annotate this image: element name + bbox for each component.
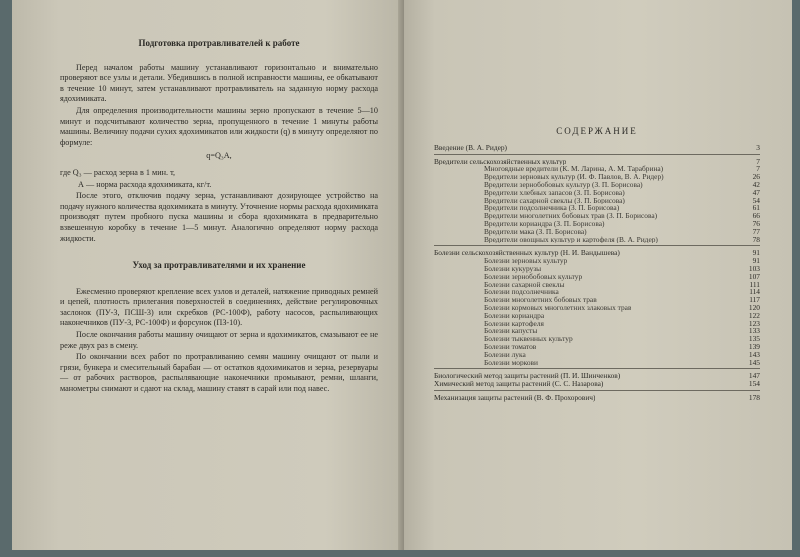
toc-entry-page: 91 [752, 256, 760, 266]
toc-subentry [434, 212, 760, 220]
toc-entry-title: Вредители кориандра (З. П. Борисова) [484, 219, 605, 228]
toc-entry-page: 61 [752, 203, 760, 213]
toc-entry-title: Болезни кукурузы [484, 264, 542, 273]
toc-entry-title: Вредители зерновых культур (И. Ф. Павлов, В. А. Ридер) [484, 173, 664, 181]
toc-entry-page: 120 [748, 302, 760, 312]
toc-subentry [434, 257, 760, 265]
toc-subentry [434, 359, 760, 367]
toc-entry-title: Болезни сахарной свеклы [484, 280, 565, 289]
toc-subentry [434, 197, 760, 205]
toc-subentry [434, 173, 760, 181]
heading-preparation: Подготовка протравливателей к работе [138, 38, 300, 48]
toc-entry-title: Болезни зерновых культур [484, 257, 568, 265]
toc-entry-page: 42 [752, 179, 760, 189]
toc-entry-title: Вредители сахарной свеклы (З. П. Борисова) [484, 196, 625, 205]
left-page [12, 0, 404, 550]
toc-subentry [434, 335, 760, 343]
toc-entry-page: 154 [748, 379, 760, 389]
toc-entry-page: 7 [756, 156, 760, 166]
formula-definition: А — норма расхода ядохимиката, кг/т. [78, 179, 212, 189]
heading-maintenance: Уход за протравливателями и их хранение [132, 260, 306, 271]
toc-entry-title: Болезни моркови [484, 358, 539, 367]
toc-subentry [434, 165, 760, 173]
toc-entry-page: 107 [748, 271, 760, 281]
toc-entry-page: 91 [752, 248, 760, 258]
toc-entry-title: Болезни зернобобовых культур [484, 272, 583, 281]
toc-subentry [434, 181, 760, 189]
toc-entry-page: 114 [749, 287, 760, 297]
toc-subentry [434, 288, 760, 296]
toc-entry-title: Вредители подсолнечника (З. П. Борисова) [484, 204, 620, 213]
toc-subentry [434, 320, 760, 328]
toc-section [434, 372, 760, 380]
divider [434, 245, 760, 246]
toc-subentry [434, 296, 760, 304]
toc-entry-title: Вредители многолетних бобовых трав (З. П. Борисова) [484, 212, 658, 220]
paragraph: После окончания работы машину очищают от зерна и ядохимикатов, смазывают ее не реже двух раз в смену. [60, 330, 378, 350]
toc-subentry [434, 236, 760, 244]
paragraph: Перед началом работы машину устанавливают горизонтально и внимательно проверяют все узлы и детали. Убедившись в полной исправности машины, ее обкатывают в течение 10 минут, затем устанавливают протравливатель на заданную норму расхода ядохимиката. [60, 62, 378, 104]
toc-entry-page: 26 [752, 172, 760, 182]
toc-title: СОДЕРЖАНИЕ [556, 126, 638, 136]
toc-subentry [434, 281, 760, 289]
toc-entry-title: Болезни сельскохозяйственных культур (Н. И. Вандышева) [434, 249, 620, 258]
toc-entry-page: 122 [748, 310, 760, 320]
divider [434, 390, 760, 391]
toc-entry-title: Вредители зернобобовых культур (З. П. Борисова) [484, 180, 643, 189]
toc-entry-title: Болезни капусты [484, 327, 538, 336]
formula-definition: где Q₃ — расход зерна в 1 мин. т, [60, 167, 176, 177]
toc-entry-page: 54 [752, 195, 760, 205]
toc-entry-page: 135 [748, 334, 760, 344]
toc-subentry [434, 204, 760, 212]
toc-subentry [434, 304, 760, 312]
toc-entry-title: Болезни кормовых многолетних злаковых трав [484, 303, 632, 312]
toc-entry-title: Вредители мака (З. П. Борисова) [484, 227, 587, 236]
toc-entry-page: 3 [756, 142, 760, 152]
toc-entry-title: Болезни тыквенных культур [484, 335, 573, 343]
toc-entry-page: 133 [748, 326, 760, 336]
toc-entry-page: 78 [752, 234, 760, 244]
toc-entry-page: 139 [748, 341, 760, 351]
toc-entry-page: 66 [752, 211, 760, 221]
toc-entry-page: 76 [752, 218, 760, 228]
toc-entry-title: Механизация защиты растений (В. Ф. Прохорович) [434, 393, 596, 402]
toc-entry-page: 111 [749, 279, 760, 289]
paragraph: После этого, отключив подачу зерна, устанавливают дозирующее устройство на подачу нужного количества ядохимиката в минуту. Уточнение нормы расхода ядохимиката производят путем пробного пуска машины и сбора ядохимиката в предварительно взвешенную коробку в течение 1—5 минут. Аналогично определяют норму расхода жидкости. [60, 191, 378, 243]
toc-section [434, 158, 760, 166]
toc-entry-page: 7 [756, 164, 760, 174]
toc-subentry [434, 228, 760, 236]
toc-section-items [434, 257, 760, 366]
toc-subentry [434, 265, 760, 273]
toc-entry [434, 144, 760, 152]
toc-entry-page: 103 [748, 263, 760, 273]
formula: q=Q₃A, [206, 151, 232, 161]
left-page-text [60, 38, 378, 396]
toc-entry-page: 77 [752, 226, 760, 236]
toc-section [434, 380, 760, 388]
toc-section [434, 249, 760, 257]
toc-entry-page: 147 [748, 371, 760, 381]
toc-subentry [434, 220, 760, 228]
paragraph: По окончании всех работ по протравливанию семян машину очищают от пыли и грязи, бункера и смесительный барабан — от остатков ядохимикатов и зерна, резервуары — от рабочих растворов, распылявающие наконечники промывают, ремни, шланги, манометры снимают и сдают на склад, машину ставят в сарай или под навес. [60, 352, 378, 394]
toc-subentry [434, 327, 760, 335]
toc-subentry [434, 351, 760, 359]
paragraph: Ежесменно проверяют крепление всех узлов и деталей, натяжение приводных ремней и цепей, плотность прилегания поверхностей в соединениях, действие регулировочных заслонок (ПУ-3, ПСШ-3) или скребков (РС-100Ф), работу насосов, распыливающих наконечников (ПУ-3, РС-100Ф) и форсунок (ПЗ-10). [60, 286, 378, 328]
toc-subentry [434, 189, 760, 197]
paragraph: Для определения производительности машины зерно пропускают в течение 5—10 минут и подсчитывают количество зерна, пропущенного в течение 1 минуты работы машины. Величину подачи сухих ядохимикатов или жидкости (q) в минуту определяют по формуле: [60, 105, 378, 147]
divider [434, 368, 760, 369]
toc-subentry [434, 343, 760, 351]
toc-entry-title: Болезни подсолнечника [484, 288, 559, 297]
toc-entry-page: 145 [748, 357, 760, 367]
toc-entry-title: Болезни картофеля [484, 319, 544, 328]
toc-section [434, 394, 760, 402]
toc-entry-page: 143 [748, 349, 760, 359]
toc-entry-title: Многоядные вредители (К. М. Ларина, А. М. Тарабрина) [484, 165, 664, 174]
toc-entry-title: Болезни кориандра [484, 311, 545, 320]
toc-subentry [434, 312, 760, 320]
toc-entry-page: 123 [748, 318, 760, 328]
toc-entry-title: Введение (В. А. Ридер) [434, 143, 508, 152]
right-page [404, 0, 792, 550]
toc-entry-title: Биологический метод защиты растений (П. И. Шинченков) [434, 372, 621, 381]
toc-entry-page: 178 [748, 392, 760, 402]
toc-entry-page: 117 [749, 295, 760, 305]
toc-entry-title: Вредители сельскохозяйственных культур [434, 157, 567, 166]
toc-entry-title: Болезни лука [484, 350, 526, 359]
toc-entry-title: Вредители хлебных запасов (З. П. Борисова) [484, 188, 625, 197]
divider [434, 154, 760, 155]
toc-entry-title: Вредители овощных культур и картофеля (В. А. Ридер) [484, 235, 658, 244]
toc-entry-page: 47 [752, 187, 760, 197]
toc-entry-title: Болезни томатов [484, 342, 537, 351]
toc-subentry [434, 273, 760, 281]
table-of-contents [434, 128, 760, 402]
toc-entry-title: Болезни многолетних бобовых трав [484, 296, 597, 304]
toc-section-items [434, 165, 760, 243]
toc-entry-title: Химический метод защиты растений (С. С. Назарова) [434, 380, 604, 388]
